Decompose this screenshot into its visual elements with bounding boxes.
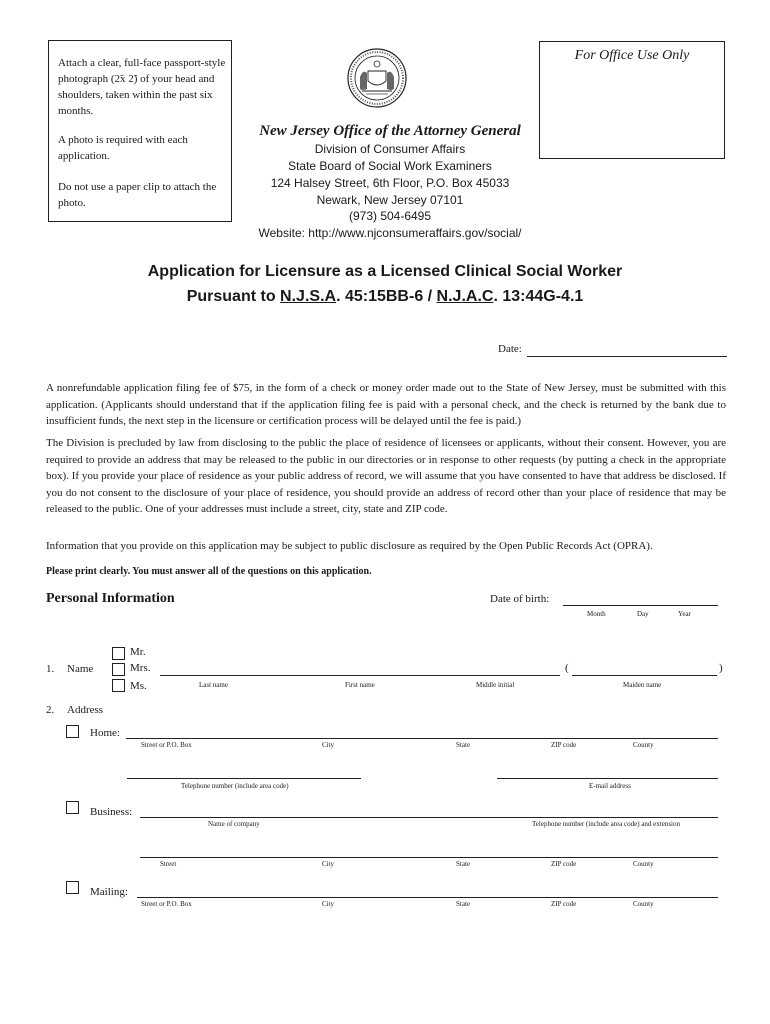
business-phone-label: Telephone number (include area code) and extension bbox=[532, 820, 681, 828]
mailing-city-label: City bbox=[322, 900, 335, 908]
name-label: Name bbox=[67, 663, 94, 675]
photo-instructions-box bbox=[48, 40, 232, 222]
business-zip-label: ZIP code bbox=[551, 860, 577, 868]
home-address-checkbox[interactable] bbox=[66, 725, 79, 738]
mailing-street-label: Street or P.O. Box bbox=[141, 900, 192, 908]
dob-year-label: Year bbox=[678, 610, 691, 618]
opra-paragraph: Information that you provide on this application may be subject to public disclosure as required by the Open Public Records Act (OPRA). bbox=[46, 540, 653, 552]
title-mrs: Mrs. bbox=[130, 662, 151, 674]
dob-month-label: Month bbox=[587, 610, 606, 618]
first-name-label: First name bbox=[345, 681, 375, 689]
agency-website: Website: http://www.njconsumeraffairs.gov/social/ bbox=[258, 226, 522, 240]
home-phone-label: Telephone number (include area code) bbox=[181, 782, 289, 790]
address-number: 2. bbox=[46, 704, 55, 716]
home-address-input-line[interactable] bbox=[126, 738, 718, 739]
middle-initial-label: Middle initial bbox=[476, 681, 515, 689]
maiden-open-paren: ( bbox=[565, 662, 569, 674]
business-city-label: City bbox=[322, 860, 335, 868]
home-label: Home: bbox=[90, 727, 120, 739]
privacy-paragraph: The Division is precluded by law from disclosing to the public the place of residence of licensees or applicants, without their consent. However, you are required to provide an address that may be released to the public in our directories or in response to other requests (by putting a check in the appropriate box). If you provide your place of residence as your public address of record, we will assume that you have consented to have that address be disclosed. If you do not consent to the disclosure of your place of residence, you should provide an address of record other than your place of residence that may be released to the public. One of your addresses must include a street, city, state and ZIP code. bbox=[46, 437, 726, 515]
title-suffix: . 13:44G-4.1 bbox=[493, 288, 584, 305]
fee-paragraph: A nonrefundable application filing fee of $75, in the form of a check or money order made out to the State of New Jersey, must be submitted with this application. (Applicants should understand that if the application filing fee is paid with a personal check, and the check is returned by the bank due to insufficient funds, the next step in the licensure or certification process will be delayed until the fee is paid.) bbox=[46, 382, 726, 427]
title-njac: N.J.A.C bbox=[436, 288, 494, 305]
form-title-line-2 bbox=[0, 288, 770, 306]
mailing-label: Mailing: bbox=[90, 886, 128, 898]
agency-division: Division of Consumer Affairs bbox=[314, 142, 466, 156]
dob-day-label: Day bbox=[637, 610, 649, 618]
home-city-label: City bbox=[322, 741, 335, 749]
title-mid: . 45:15BB-6 / bbox=[336, 288, 437, 305]
print-instructions: Please print clearly. You must answer all of the questions on this application. bbox=[46, 566, 372, 577]
dob-input-line[interactable] bbox=[563, 605, 718, 606]
photo-instruction-1: Attach a clear, full-face passport-style photograph (2̃x 2̃) of your head and shoulders, taken within the past six months. bbox=[58, 57, 226, 117]
company-name-label: Name of company bbox=[208, 820, 260, 828]
name-number: 1. bbox=[46, 663, 55, 675]
mailing-state-label: State bbox=[456, 900, 470, 908]
dob-label: Date of birth: bbox=[490, 593, 550, 605]
mailing-zip-label: ZIP code bbox=[551, 900, 577, 908]
title-ms: Ms. bbox=[130, 680, 147, 692]
business-street-input-line[interactable] bbox=[140, 857, 718, 858]
office-use-box bbox=[539, 41, 725, 159]
maiden-name-label: Maiden name bbox=[623, 681, 662, 689]
maiden-close-paren: ) bbox=[719, 662, 723, 674]
business-address-checkbox[interactable] bbox=[66, 801, 79, 814]
last-name-label: Last name bbox=[199, 681, 228, 689]
title-mr: Mr. bbox=[130, 646, 146, 658]
agency-address-1: 124 Halsey Street, 6th Floor, P.O. Box 45033 bbox=[270, 176, 510, 190]
name-input-line[interactable] bbox=[160, 675, 560, 676]
home-state-label: State bbox=[456, 741, 470, 749]
photo-instruction-3: Do not use a paper clip to attach the photo. bbox=[58, 181, 217, 209]
address-label: Address bbox=[67, 704, 104, 716]
photo-instruction-2: A photo is required with each application. bbox=[58, 134, 188, 162]
ms-checkbox[interactable] bbox=[112, 679, 125, 692]
state-seal-icon bbox=[346, 47, 408, 109]
agency-title: New Jersey Office of the Attorney General bbox=[259, 123, 521, 139]
agency-address-2: Newark, New Jersey 07101 bbox=[316, 193, 464, 207]
home-county-label: County bbox=[633, 741, 654, 749]
business-street-label: Street bbox=[160, 860, 177, 868]
maiden-name-input-line[interactable] bbox=[572, 675, 717, 676]
business-input-line[interactable] bbox=[140, 817, 718, 818]
form-title-line-1: Application for Licensure as a Licensed Clinical Social Worker bbox=[147, 263, 623, 280]
agency-board: State Board of Social Work Examiners bbox=[288, 159, 492, 173]
mailing-address-input-line[interactable] bbox=[137, 897, 718, 898]
home-phone-input-line[interactable] bbox=[127, 778, 361, 779]
home-street-label: Street or P.O. Box bbox=[141, 741, 192, 749]
mailing-county-label: County bbox=[633, 900, 654, 908]
office-use-label: For Office Use Only bbox=[574, 48, 690, 63]
date-label: Date: bbox=[498, 343, 522, 355]
date-input-line[interactable] bbox=[527, 356, 727, 357]
personal-info-heading: Personal Information bbox=[46, 591, 175, 606]
business-county-label: County bbox=[633, 860, 654, 868]
business-state-label: State bbox=[456, 860, 470, 868]
email-label: E-mail address bbox=[589, 782, 631, 790]
title-njsa: N.J.S.A bbox=[280, 288, 337, 305]
email-input-line[interactable] bbox=[497, 778, 718, 779]
agency-phone: (973) 504-6495 bbox=[348, 209, 432, 223]
home-zip-label: ZIP code bbox=[551, 741, 577, 749]
title-prefix: Pursuant to bbox=[186, 288, 281, 305]
mailing-address-checkbox[interactable] bbox=[66, 881, 79, 894]
business-label: Business: bbox=[90, 806, 133, 818]
mrs-checkbox[interactable] bbox=[112, 663, 125, 676]
mr-checkbox[interactable] bbox=[112, 647, 125, 660]
